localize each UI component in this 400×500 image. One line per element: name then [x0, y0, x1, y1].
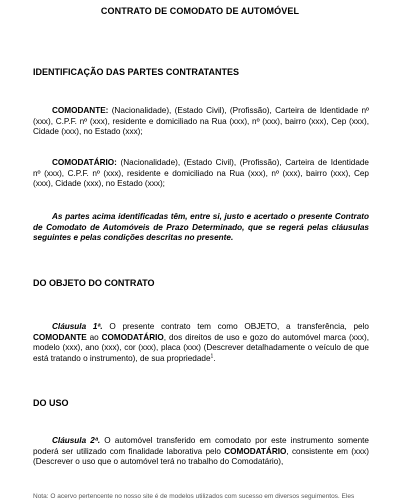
- intro-paragraph: As partes acima identificadas têm, entre si, justo e acertado o presente Contrato de Comodato de Automóveis de Prazo Determinado, que se regerá pelas cláusulas seguintes e pelas condições descritas no presente.: [33, 212, 369, 243]
- clause-2-label: Cláusula 2ª.: [52, 436, 101, 445]
- clause-1-text-1: O presente contrato tem como OBJETO, a transferência, pelo: [102, 322, 369, 331]
- object-heading: DO OBJETO DO CONTRATO: [33, 278, 155, 288]
- comodante-paragraph: [33, 106, 369, 138]
- comodatario-label: COMODATÁRIO:: [52, 158, 117, 167]
- document-title: CONTRATO DE COMODATO DE AUTOMÓVEL: [100, 6, 300, 16]
- comodatario-text: (Nacionalidade), (Estado Civil), (Profissão), Carteira de Identidade nº (xxx), C.P.F. nº (xxx), residente e domiciliado na Rua (xxx), nº (xxx), bairro (xxx), Cep (xxx), Cidade (xxx), no Estado (xxx);: [33, 158, 369, 189]
- clause-1-text-2: ao: [86, 332, 102, 342]
- clause-2-comodatario: COMODATÁRIO: [224, 446, 287, 456]
- clause-1-label: Cláusula 1ª.: [52, 322, 103, 331]
- clause-2-paragraph: [33, 436, 369, 468]
- clause-2-text-2: , consistente em (xxx) (Descrever o uso que o automóvel terá no trabalho do Comodatário),: [33, 446, 369, 467]
- clause-1-text-4: .: [213, 353, 216, 363]
- clause-1-text-3: , dos direitos de uso e gozo do automóvel marca (xxx), modelo (xxx), ano (xxx), cor (xxx), placa (xxx) (Descrever detalhadamente o veículo de que está tratando o instrumento), de sua propriedade: [33, 332, 369, 363]
- footnote-note: Nota: O acervo pertencente no nosso site é de modelos utilizados com sucesso em diversos seguimentos. Eles: [33, 493, 355, 500]
- parties-heading: IDENTIFICAÇÃO DAS PARTES CONTRATANTES: [33, 67, 239, 77]
- footnote-ref: 1: [210, 353, 214, 360]
- clause-2-text-1: O automóvel transferido em comodato por este instrumento somente poderá ser utilizado com finalidade laborativa pelo: [33, 436, 369, 456]
- clause-1-comodante: COMODANTE: [33, 332, 87, 342]
- clause-1-comodatario: COMODATÁRIO: [101, 332, 164, 342]
- comodante-text: (Nacionalidade), (Estado Civil), (Profissão), Carteira de Identidade nº (xxx), C.P.F. nº (xxx), residente e domiciliado na Rua (xxx), nº (xxx), bairro (xxx), Cep (xxx), Cidade (xxx), no Estado (xxx);: [33, 106, 369, 137]
- comodatario-paragraph: [33, 158, 369, 190]
- use-heading: DO USO: [33, 398, 69, 408]
- clause-1-paragraph: [33, 322, 369, 364]
- comodante-label: COMODANTE:: [52, 106, 109, 115]
